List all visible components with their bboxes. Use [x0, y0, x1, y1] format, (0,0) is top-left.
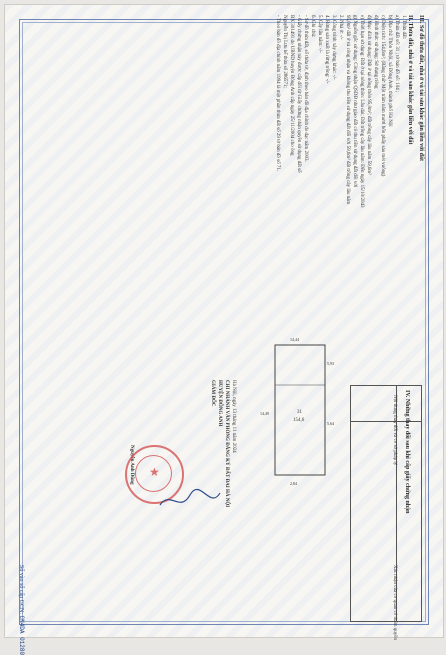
parcel-label: 31 [297, 410, 303, 415]
section-ii-line: đ) Mục đích sử dụng: Đất ở tại nông thôn 95,0m²; đất trồng cây lâu năm 59,6m² [365, 15, 372, 207]
section-ii-line: BX 301491 do UBND huyện Đông Anh cấp ngày 25/11/2004 cho ông [288, 15, 295, 207]
section-ii-line: 95,0m² đất ở và công nhận và không thu tiền sử dụng đất đối với 59,6m² đất trồng cây lâu năm [344, 15, 351, 207]
section-iv-title: IV. Những thay đổi sau khi cấp giấy chứng nhận [401, 390, 419, 513]
section-ii-line: g) Nguồn gốc sử dụng: Công nhận QSDĐ như giao đất có thu tiền sử dụng đất đối với [351, 15, 358, 207]
handwritten-signature [155, 485, 225, 515]
section-ii-line: 2. Nhà ở: -/- [337, 15, 344, 207]
section-ii-block [274, 15, 413, 207]
section-ii-line: Nguyễn Thị Lưu kế thừa số 286571; [281, 15, 288, 207]
section-ii-line: - Sơ đồ thửa đất, số thửa tờ, định theo bản đồ địa chính đo đạc năm 2003. [302, 15, 309, 207]
section-iv-col1: Nội dung thay đổi và cơ sở pháp lý [389, 395, 407, 465]
edge-label-4: 14,44 [290, 337, 299, 343]
signer-name: Nguyễn Anh Dũng [128, 445, 135, 484]
section-ii-line: 1. Thửa đất: [400, 15, 407, 207]
org-line-2: HUYỆN ĐÔNG ANH [216, 380, 223, 507]
register-number [18, 565, 25, 655]
section-ii-line: a) Thửa đất số: 31 ; tờ bản đồ số: 104 ; [393, 15, 400, 207]
register-value: CN4DA 01280 [18, 616, 25, 655]
seal-star-icon: ★ [149, 465, 160, 480]
section-iv-col2: Xác nhận của cơ quan có thẩm quyền [389, 565, 407, 640]
section-ii-line: 6. Ghi chú: [309, 15, 316, 207]
place-date: Hà Nội, ngày 13 tháng 11 năm 2024 [230, 380, 237, 507]
parcel-diagram [255, 325, 345, 505]
edge-label-5: 2,84 [290, 481, 297, 487]
section-ii-line: - Theo bản đồ địa chính năm 1994 là một phần thửa đất số 29 tờ bản đồ số 71. [274, 15, 281, 207]
certificate-page [4, 4, 444, 638]
section-ii-line: 5. Cây lâu năm: -/- [316, 15, 323, 207]
section-ii-line: 4. Rừng sản xuất là rừng trồng: -/- [323, 15, 330, 207]
section-ii-line: - Giấy chứng nhận này được cấp đổi từ Giấy chứng nhận quyền sử dụng đất số [295, 15, 302, 207]
signer-role: GIÁM ĐỐC [209, 380, 216, 507]
edge-label-3: 5,64 [327, 421, 334, 427]
section-ii-line: b) Địa chỉ: Thôn Nhội, xã Đông Anh, thành phố Hà Nội [386, 15, 393, 207]
section-ii-title: II. Thửa đất, nhà ở và tài sản khác gắn liền với đất [407, 15, 413, 207]
section-ii-lines [274, 15, 407, 207]
section-ii-line: e) Thời hạn sử dụng: Đất ở tại nông thôn: Lâu dài; Đất trồng cây lâu năm: Đến ngày 15/10/2043 [358, 15, 365, 207]
edge-label-1: 14,49 [260, 411, 269, 417]
org-line-1: CHI NHÁNH VĂN PHÒNG ĐĂNG KÝ ĐẤT ĐAI HÀ NỘI [223, 380, 230, 507]
register-label: Số vào sổ cấp GCN: [18, 565, 24, 614]
section-ii-line: 3. Công trình xây dựng khác: -/- [330, 15, 337, 207]
parcel-area: 154,6 [293, 418, 305, 423]
section-ii-line: c) Diện tích: 154,6m²; (Bằng chữ: Một trăm năm mươi bốn phẩy sáu mét vuông) [379, 15, 386, 207]
section-iii-title: III. Sơ đồ thửa đất, nhà ở và tài sản khác gắn liền với đất [415, 15, 433, 161]
edge-label-2: 5,93 [327, 361, 334, 367]
section-ii-line: d) Hình thức sử dụng: Sử dụng riêng [372, 15, 379, 207]
